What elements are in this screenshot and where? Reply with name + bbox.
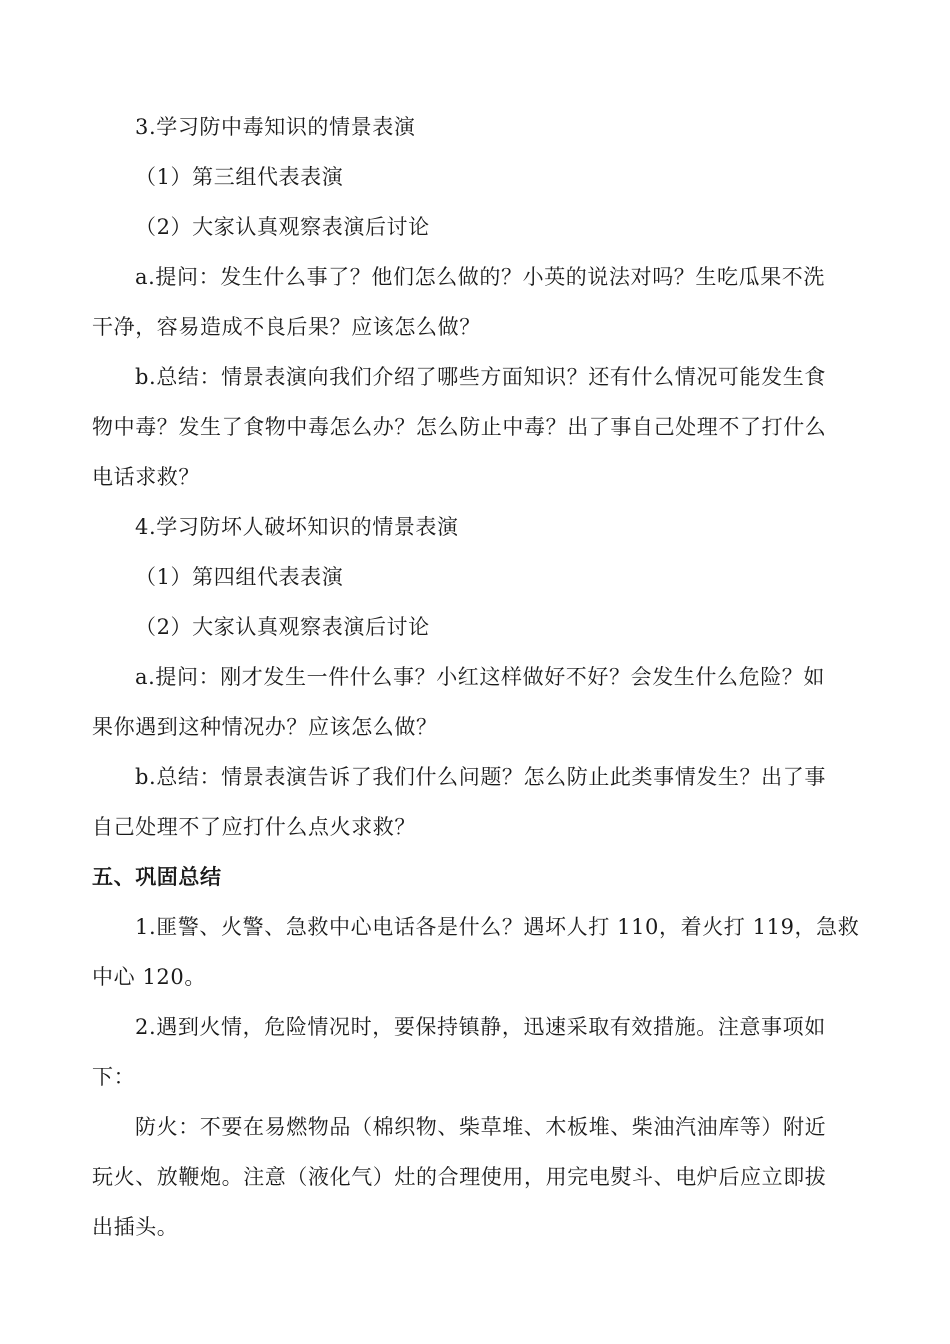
summary-item-2-line-1: 2.遇到火情，危险情况时，要保持镇静，迅速采取有效措施。注意事项如 — [135, 1015, 826, 1039]
section-4-step-2: （2）大家认真观察表演后讨论 — [135, 615, 430, 639]
section-4-summary-line-1: b.总结：情景表演告诉了我们什么问题？怎么防止此类事情发生？出了事 — [135, 765, 826, 789]
section-4-step-1: （1）第四组代表表演 — [135, 565, 344, 589]
section-4-question-line-1: a.提问：刚才发生一件什么事？小红这样做好不好？会发生什么危险？如 — [135, 665, 825, 689]
section-4-title: 4.学习防坏人破坏知识的情景表演 — [135, 515, 459, 539]
section-3-question-line-1: a.提问：发生什么事了？他们怎么做的？小英的说法对吗？生吃瓜果不洗 — [135, 265, 825, 289]
section-3-step-1: （1）第三组代表表演 — [135, 165, 344, 189]
section-5-heading: 五、巩固总结 — [92, 865, 222, 889]
section-4-question-line-2: 果你遇到这种情况办？应该怎么做？ — [92, 715, 438, 739]
fire-prevention-line-2: 玩火、放鞭炮。注意（液化气）灶的合理使用，用完电熨斗、电炉后应立即拔 — [92, 1165, 827, 1189]
summary-item-1-line-2: 中心 120。 — [92, 965, 206, 989]
section-3-summary-line-2: 物中毒？发生了食物中毒怎么办？怎么防止中毒？出了事自己处理不了打什么 — [92, 415, 827, 439]
section-3-summary-line-3: 电话求救？ — [92, 465, 200, 489]
fire-prevention-line-3: 出插头。 — [92, 1215, 179, 1239]
section-4-summary-line-2: 自己处理不了应打什么点火求救？ — [92, 815, 416, 839]
section-3-question-line-2: 干净，容易造成不良后果？应该怎么做？ — [92, 315, 481, 339]
section-3-summary-line-1: b.总结：情景表演向我们介绍了哪些方面知识？还有什么情况可能发生食 — [135, 365, 826, 389]
summary-item-1-line-1: 1.匪警、火警、急救中心电话各是什么？遇坏人打 110，着火打 119，急救 — [135, 915, 860, 939]
fire-prevention-line-1: 防火：不要在易燃物品（棉织物、柴草堆、木板堆、柴油汽油库等）附近 — [135, 1115, 827, 1139]
section-3-title: 3.学习防中毒知识的情景表演 — [135, 115, 416, 139]
summary-item-2-line-2: 下： — [92, 1065, 136, 1089]
section-3-step-2: （2）大家认真观察表演后讨论 — [135, 215, 430, 239]
